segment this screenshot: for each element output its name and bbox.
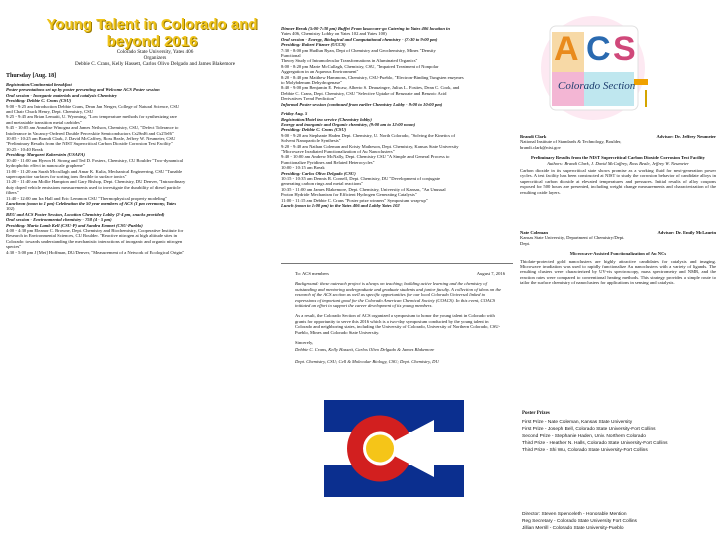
schedule-line: 4:30 - 5:00 pm J [Mei] Hoffman, DU/Denver, "Measurement of a Network of Ecological Origin" — [6, 249, 185, 255]
schedule-line: "Microwave Irradiated Functionalization of Au Nanoclusters" — [281, 148, 395, 154]
schedule-line: Friday Aug. 5 — [281, 111, 308, 117]
committee-entry: Director: Steven Spenceleth - Honorable Mention — [522, 512, 627, 517]
schedule-line: Presiding: Debbie C. Crans (CSU) — [6, 98, 72, 104]
divider — [281, 263, 513, 264]
abstract-1 — [520, 134, 716, 195]
left-schedule — [6, 82, 274, 255]
prize-entry: Third Prize - Shi Wu, Colorado State University-Fort Collins — [522, 448, 648, 454]
schedule-line: 8:40 - 9:00 pm Benjamin E. Petcaw, Alberto S. Deauzingre, Julius L. Fosties, Dean C. Cook, and — [281, 85, 460, 91]
colorado-flag-image — [324, 400, 464, 497]
presenter-name: Nate Coleman — [520, 230, 548, 235]
schedule-line: Aggregation in an Aqueous Environment" — [281, 69, 359, 75]
logo-letter-a: A — [554, 30, 579, 68]
schedule-line: Proton Hydride Mechanism for Efficient Hydrogen Generating Catalysts" — [281, 192, 417, 198]
schedule-line: 10:00 - 10:15 am Break — [281, 165, 325, 171]
schedule-line: Functionalize Pyridines and Related Heterocycles" — [281, 159, 375, 165]
schedule-line: 10:35 - 11:00 am James Blakemore, Dept. Chemistry, University of Kansas, "An Unusual — [281, 186, 446, 192]
prize-entry: First Prize - Nate Coleman, Kansas State University — [522, 420, 633, 426]
committee-list — [522, 511, 712, 532]
schedule-line: Oral session - Energy, Biological and Computational chemistry - (7:30 to 9:00 pm) — [281, 36, 438, 42]
schedule-line: and metastable transition metal carbides" — [6, 119, 82, 125]
schedule-line: Energy and inorganic and Organic chemistry, (9:00 am to 12:00 noon) — [281, 121, 416, 127]
venue-heading — [30, 49, 280, 68]
schedule-line: Theory Study of Intramolecular Transformations in Aluminated Organics" — [281, 58, 418, 64]
schedule-line: 9:45 - 10:05 am Annalise Winogna and James Neilson, Chemistry, CSU, "Defect Tolerance to — [6, 125, 179, 131]
schedule-line: supercapacitor surfaces for sorting ions flexible to surface ionics" — [6, 173, 127, 179]
letter-paragraph: As a result, the Colorado Section of ACS organized a symposium to honor the young talent in Colorado with grants for opportunity to serve this 2016 which is a two-day symposium conducted by the young talent in Colorado and neighboring states, including the University of Colorado, University of Northern Colorado, CSU-Pueblo, Mines and Colorado State University. — [295, 313, 501, 335]
abstract-2 — [520, 230, 716, 286]
committee — [522, 511, 712, 532]
schedule-line: 8:20 - 8:40 pm Matthew Hammons, Chemistry, CSU-Pueblo, "Electron-Binding Tungsten enzymes — [281, 74, 464, 80]
prize-entry: Second Prize - Stephanie Haden, Univ. Northern Colorado — [522, 434, 646, 440]
schedule-line: duty doped vehicle emissions measurements used to investigate the durability of diesel particle — [6, 184, 181, 190]
poster-prizes — [522, 411, 712, 454]
schedule-line: 10:15 - 10:35 am Dennis R. Cornell, Dept. Chemistry, DU "Development of conjugate — [281, 175, 441, 181]
schedule-line: 9:25 - 9:45 am Brian Lemaiti, U. Wyoming, "Low temperature methods for synthesizing rare — [6, 114, 177, 120]
schedule-line: Registration/Continental breakfast — [6, 82, 72, 87]
committee-entry: Reg Secretary - Colorado State University Fort Collins — [522, 519, 637, 524]
schedule-line: 8:00 - 8:20 pm Marie McCullagh, Chemistry, CSU, "Impaired Treatment of Nonpolar — [281, 63, 439, 69]
schedule-line: hydrophobic effect in nanoscale graphene" — [6, 163, 85, 169]
schedule-line: 10:25 - 10:40 Break — [6, 146, 43, 152]
schedule-line: 102) — [6, 206, 15, 212]
letter-paragraph: Sincerely, — [295, 340, 314, 346]
schedule-line: Research in Environmental Sciences, CU Boulder. "Reactive nitrogen at high altitude sites in — [6, 233, 178, 239]
schedule-line: Presiding: Debbie C. Crans (CSU) — [281, 127, 347, 133]
abstract-text: Thiolate-protected gold nanoclusters are highly attractive candidates for catalysis and imaging. Microwave irradiation was used to rapidly functionalize Au nanoclusters with a variety of ligands. The resulting clusters were characterized by UV-vis spectroscopy, mass spectrometry and NMR, and the reaction rates were compared to conventional heating methods. This strategy provides a simple route to tailor the surface chemistry of nanoclusters for applications in sensing and catalysis. — [520, 258, 716, 286]
acs-colorado-section-logo — [528, 12, 658, 124]
schedule-line: Luncheon (noon to 1 pm) Celebration the 50 year members of ACS (1 pm ceremony, Yates — [6, 200, 177, 206]
logo-word: Colorado Section — [558, 80, 636, 92]
letter-paragraph: Background: these outreach project is always on teaching; building active learning and the chemistry of outstanding and mentoring undergraduate and graduate students and junior faculty. A collection of ideas on the research of the ACS section as well as specific opportunities for our local Colorado Universal linked to expressions of important good for the Colorado American Chemical Society (COACS). In this event, COACS initiated an effort to support the career development of its young members. — [295, 281, 502, 309]
abstract-authors: Authors: Brandi Clark, J. David McCaffrey, Ross Beale, Jeffrey W. Neumeier — [547, 160, 689, 166]
committee-entry: Jillian Merrill - Colorado State University-Pueblo — [522, 526, 624, 531]
schedule-line: 9:40 - 10:00 am Andrew McNally, Dept. Chemistry CSU "A Simple and General Process to — [281, 154, 450, 160]
schedule-line: Derivatives Trend Prediction" — [281, 96, 336, 102]
schedule-line: 9:00 - 9:25 am Introduction Debbie Crans, Dean Jan Nerger, College of Natural Science, CSU — [6, 103, 180, 109]
schedule-line: species" — [6, 244, 22, 250]
letter-date: August 7, 2016 — [476, 271, 505, 276]
schedule-line: Presiding: Margaret Koberstein (USAFA) — [6, 152, 86, 158]
schedule-line: Oral session - Inorganic materials and catalysis Chemistry — [6, 92, 117, 98]
schedule-line: Presiding: Robert Fitzner (UCCS) — [281, 42, 346, 48]
abstract-heading: Microwave-Assisted Functionalization of Au NCs — [569, 251, 667, 257]
schedule-line: "Preliminary Results from the NIST Supercritical Carbon Dioxide Corrosion Test Facility" — [6, 141, 173, 147]
logo-letter-c: C — [586, 30, 611, 68]
letter-signers: Debbie C. Crans, Kelly Hassett, Carlos Olivo Delgado & James Blakemore — [295, 347, 435, 353]
schedule-line: Informal Poster session (continued from earlier Chemistry Lobby - 9:00 to 10:00 pm) — [281, 101, 443, 107]
schedule-line: Oral session - Environmental chemistry - 758 (4 - 5 pm) — [6, 217, 112, 223]
schedule-line: 11:00 - 11:15 am Debbie C. Crans "Poster prize winners" Symposium wrap-up" — [281, 197, 428, 203]
day-heading: Thursday [Aug. 18] — [6, 73, 57, 79]
advisor-name: Advisor: Dr. Jeffrey Neumeier — [656, 134, 716, 139]
schedule-line: generating carbon rings and metal reactions" — [281, 181, 364, 187]
prize-list — [522, 419, 712, 454]
schedule-line: Registration/Hotel tea service (Chemistry lobby) — [281, 116, 372, 122]
presenter-affiliation: National Institute of Standards & Technology, Boulder, brandi.clark@nist.gov — [520, 139, 622, 150]
colorado-flag — [324, 400, 464, 497]
letter-footer: Dept. Chemistry, CSU; Cell & Molecular Biology, CSU; Dept. Chemistry, DU — [295, 358, 439, 364]
schedule-line: Poster presentations set up by poster presenting and Welcome ACS Poster session — [6, 87, 160, 93]
schedule-line: filters" — [6, 190, 19, 196]
schedule-line: Intolerance in Vacancy-Ordered Double Perovskite Semiconductors Cs2SnI6 and Cs2TeI6" — [6, 130, 174, 136]
schedule-line: Solvent Nanoparticle Synthesis" — [281, 138, 341, 144]
schedule-line: 10:05 - 10:25 am Brandi Clark, J. David McCaffrey, Ross Beale, Jeffrey W. Neumeier, CSU — [6, 136, 176, 142]
schedule-line: 4:00 - 4:30 pm Eleanor C. Browne, Dept. Chemistry and Biochemistry, Cooperative Institute for — [6, 227, 184, 233]
schedule-line: 10:40 - 11:00 am Hyeon H. Strong and Ted D. Fosters, Chemistry, CU Boulder "Two-dynamical — [6, 157, 184, 163]
schedule-line: Presiding: Carlos Olivo Delgado (CSU) — [281, 170, 356, 176]
schedule-line: 11:40 - 12:00 am Ira Hall and Eric Lemmon CSU "Thermophysical property modeling" — [6, 195, 168, 201]
schedule-line: 11:00 - 11:20 am Sarah Mccullagh and Amar K. Kulia, Mechanical Engineering, CSU "Tunable — [6, 168, 183, 174]
schedule-line: 9:20 - 9:40 am Nathan Coleman and Kristy Matheson, Dept. Chemistry, Kansas State University — [281, 143, 459, 149]
schedule-line: Debbie C. Crans, Dept. Chemistry, CSU "Selective Uptake of Benzoate and Benzoic Acid — [281, 90, 447, 96]
schedule-line: REU and ACS Poster Session, Location Chemistry Lobby (2-4 pm, snacks provided) — [6, 211, 165, 217]
logo-letter-s: S — [613, 30, 636, 68]
schedule-line: Dinner Break (5:00-7:30 pm) Buffet From lasaccare-go Catering in Yates 406 location in — [281, 26, 450, 31]
schedule-line: Colorado: towards understanding the mechanistic interactions of inorganic and organic nitrogen — [6, 238, 183, 244]
page-title: Young Talent in Colorado and beyond 2016 — [46, 16, 258, 50]
schedule-line: Lunch (noon to 1:00 pm) in the Yates 406 and Lobby Yates 102 — [281, 203, 400, 208]
organizers-label: Organizers — [143, 55, 167, 62]
prize-entry: Third Prize - Heather N. Halls, Colorado State University-Fort Collins — [522, 441, 668, 447]
schedule-line: 11:20 - 11:40 am Mollie Hampton and Gary Bishop, Dept. Chemistry, DU Denver, "Intraordinary — [6, 179, 186, 185]
middle-schedule — [281, 26, 513, 208]
abstract-heading: Preliminary Results from the NIST Supercritical Carbon Dioxide Corrosion Test Facility — [531, 155, 705, 161]
schedule-line: 7:30 - 8:00 pm Hudlun Ryan, Dept of Chemistry and Geochemistry, Mines "Density — [281, 47, 436, 53]
prize-entry: First Prize - Joseph Bell, Colorado State University-Fort Collins — [522, 427, 656, 433]
schedule-line: Presiding: Maria Lamb Kell (CSU-P) and Sandra Emmet (CSU-Pueblo) — [6, 222, 143, 228]
organizers: Debbie C. Crans, Kelly Hassett, Carlos Olivo Delgado and James Blakemore — [74, 61, 236, 68]
schedule-line: and Chair Chuck Henry, Dept. Chemistry, CSU — [6, 109, 94, 115]
presenter-affiliation: Kansas State University, Department of Chemistry/Dept. Dept. — [520, 235, 625, 246]
letter — [295, 271, 505, 364]
abstract-text: Carbon dioxide in its supercritical state shows promise as a working fluid for next-generation power cycles. A test facility has been constructed at NIST to study the corrosion behavior of candidate alloys in supercritical carbon dioxide at elevated temperatures and pressures. Initial results of alloy coupons exposed for 500 hours are presented, including weight change measurements and characterization of the resulting oxide layers. — [520, 168, 716, 195]
schedule-line: Yates 406, Chemistry Lobby on Yates 102 and Yates 100) — [281, 31, 387, 37]
schedule-line: to Molybdenum Dehydrogenase" — [281, 80, 343, 86]
presenter-name: Brandi Clark — [520, 134, 547, 139]
prizes-heading: Poster Prizes — [522, 411, 550, 416]
schedule-line: 9:00 - 9:20 am Stephanie Haden Dept. Chemistry, U. North Colorado, "Solving the Kinetics of — [281, 132, 456, 138]
advisor-name: Advisor: Dr. Emily McLaurin — [657, 230, 716, 235]
venue: Colorado State University, Yates 406 — [116, 49, 194, 55]
letter-to: To: ACS members — [295, 271, 329, 276]
schedule-line: Functional — [281, 53, 301, 59]
